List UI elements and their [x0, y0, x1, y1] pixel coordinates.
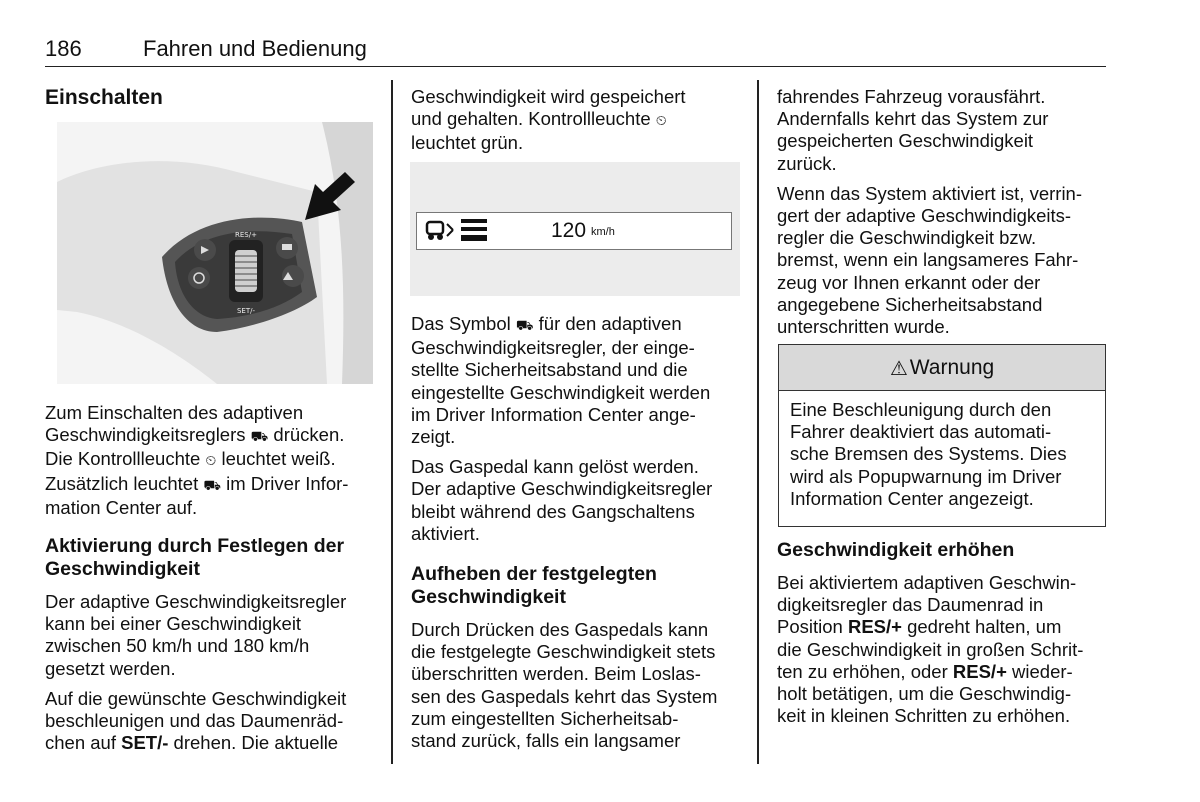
text-line: Fahrer deaktiviert das automati‐: [790, 421, 1052, 443]
text-line: kann bei einer Geschwindigkeit: [45, 613, 302, 635]
adaptive-cruise-icon: ⛟: [250, 429, 269, 446]
warning-title: Warnung: [909, 355, 995, 379]
warning-triangle-icon: ⚠: [889, 355, 908, 380]
text-line: Geschwindigkeitsreglers: [45, 424, 251, 446]
column-divider-2: [757, 80, 759, 764]
thumbwheel: [235, 250, 257, 292]
text-line: im Driver Infor‐: [220, 472, 349, 494]
text-line: bleibt während des Gangschaltens: [411, 500, 695, 522]
driver-information-center-display: [410, 162, 740, 296]
text-line: stand zurück, falls ein langsamer: [411, 730, 681, 752]
subheading-erhoehen: Geschwindigkeit erhöhen: [777, 539, 1015, 561]
text-line: wieder‐: [1006, 660, 1073, 682]
text-line: eingestellte Geschwindigkeit werden: [411, 381, 711, 403]
section-heading-einschalten: Einschalten: [45, 86, 163, 109]
text-line: gedreht halten, um: [901, 616, 1062, 638]
text-line: Das Symbol: [411, 313, 516, 334]
chapter-title: Fahren und Bedienung: [143, 36, 367, 61]
text-line: keit in kleinen Schritten zu erhöhen.: [777, 705, 1071, 727]
column-1: [45, 86, 375, 110]
warning-header: [779, 345, 1105, 391]
text-line: Information Center angezeigt.: [790, 487, 1034, 509]
paragraph-system-active: [777, 183, 1107, 338]
text-line: Der adaptive Geschwindigkeitsregler: [45, 591, 347, 613]
text-line: leuchtet weiß.: [216, 448, 336, 470]
text-line: Position: [777, 616, 848, 638]
subheading-aktivierung: Aktivierung durch Festlegen der Geschwindigkeit: [45, 535, 345, 581]
text-line: chen auf: [45, 732, 122, 754]
text-line: zurück.: [777, 152, 837, 174]
cruise-control-icon: ⏲: [655, 113, 667, 130]
text-line: im Driver Information Center ange‐: [411, 403, 696, 425]
text-line: zeug vor Ihnen erkannt oder der: [777, 271, 1041, 293]
text-line: leuchtet grün.: [411, 132, 524, 154]
display-bar: [416, 212, 732, 250]
text-line: unterschritten wurde.: [777, 316, 950, 338]
text-line: drehen. Die aktuelle: [168, 732, 339, 754]
column-2-top: [411, 86, 746, 163]
text-line: drücken.: [268, 424, 345, 446]
text-line: Geschwindigkeit wird gespeichert: [411, 86, 686, 107]
text-line: zeigt.: [411, 426, 456, 448]
text-line: Eine Beschleunigung durch den: [790, 399, 1052, 420]
set-minus-bold: SET/-: [121, 732, 169, 754]
text-line: und gehalten. Kontrollleuchte: [411, 108, 656, 130]
column-3-bottom: [777, 539, 1107, 735]
text-line: holt betätigen, um die Geschwindig‐: [777, 683, 1072, 705]
text-line: gespeicherten Geschwindigkeit: [777, 130, 1034, 152]
text-line: zwischen 50 km/h und 180 km/h: [45, 635, 310, 657]
text-line: gert der adaptive Geschwindigkeits‐: [777, 205, 1072, 227]
text-line: Bei aktiviertem adaptiven Geschwin‐: [777, 572, 1077, 593]
res-plus-bold: RES/+: [952, 660, 1007, 682]
text-line: gesetzt werden.: [45, 657, 176, 679]
text-line: mation Center auf.: [45, 496, 198, 518]
res-plus-label: RES/+: [235, 231, 257, 239]
paragraph-symbol: [411, 313, 746, 448]
text-line: zum eingestellten Sicherheitsab‐: [411, 707, 679, 729]
text-line: Das Gaspedal kann gelöst werden.: [411, 456, 699, 478]
following-distance-icon: [459, 216, 493, 246]
collision-alert-icon: [282, 265, 304, 287]
paragraph-accelerate: [45, 688, 375, 755]
text-line: die festgelegte Geschwindigkeit stets: [411, 641, 716, 663]
text-line: Wenn das System aktiviert ist, verrin‐: [777, 182, 1082, 204]
adaptive-cruise-icon: ⛟: [515, 318, 534, 334]
text-line: aktiviert.: [411, 522, 480, 544]
text-line: Zusätzlich leuchtet: [45, 472, 204, 494]
cruise-control-icon: ⏲: [205, 453, 217, 470]
text-line: Die Kontrollleuchte: [45, 448, 206, 470]
text-line: ten zu erhöhen, oder: [777, 660, 953, 682]
paragraph-override: [411, 619, 746, 752]
text-line: wird als Popupwarnung im Driver: [790, 465, 1062, 487]
text-line: regler die Geschwindigkeit bzw.: [777, 227, 1037, 249]
set-speed-value: 120: [551, 219, 587, 242]
paragraph-einschalten: [45, 402, 375, 519]
text-line: stellte Sicherheitsabstand und die: [411, 359, 688, 381]
column-2-body: [411, 313, 746, 760]
paragraph-increase: [777, 572, 1107, 727]
page-number: 186: [45, 36, 82, 61]
text-line: Auf die gewünschte Geschwindigkeit: [45, 687, 347, 709]
text-line: Zum Einschalten des adaptiven: [45, 402, 304, 423]
column-1-body: [45, 402, 375, 762]
cruise-icon: [188, 267, 210, 289]
text-line: fahrendes Fahrzeug vorausfährt.: [777, 86, 1046, 107]
text-line: sche Bremsen des Systems. Dies: [790, 443, 1067, 465]
text-line: Der adaptive Geschwindigkeitsregler: [411, 478, 713, 500]
warning-body: [779, 391, 1105, 510]
column-divider-1: [391, 80, 393, 764]
text-line: digkeitsregler das Daumenrad in: [777, 594, 1044, 616]
text-line: Geschwindigkeitsregler, der einge‐: [411, 337, 695, 359]
adaptive-cruise-icon: ⛟: [203, 477, 221, 494]
text-line: Andernfalls kehrt das System zur: [777, 108, 1049, 130]
text-line: für den adaptiven: [533, 313, 682, 334]
text-line: die Geschwindigkeit in großen Schrit‐: [777, 638, 1084, 660]
text-line: bremst, wenn ein langsameres Fahr‐: [777, 249, 1079, 271]
paragraph-gas-pedal: [411, 456, 746, 545]
text-line: angegebene Sicherheitsabstand: [777, 293, 1043, 315]
paragraph-speed-range: [45, 591, 375, 680]
page-header: [45, 36, 1106, 67]
paragraph-speed-saved: [411, 86, 746, 155]
warning-box: [778, 344, 1106, 527]
steering-wheel-illustration: [57, 122, 373, 384]
text-line: Durch Drücken des Gaspedals kann: [411, 619, 709, 641]
text-line: überschritten werden. Beim Loslas‐: [411, 663, 701, 685]
text-line: sen des Gaspedals kehrt das System: [411, 685, 718, 707]
column-3-top: [777, 86, 1107, 346]
paragraph-vehicle-ahead: [777, 86, 1107, 175]
res-plus-bold: RES/+: [847, 616, 902, 638]
set-minus-label: SET/-: [236, 307, 256, 315]
speed-unit: km/h: [591, 226, 615, 238]
text-line: beschleunigen und das Daumenräd‐: [45, 710, 344, 732]
subheading-aufheben: Aufheben der festgelegten Geschwindigkeit: [411, 563, 657, 609]
adaptive-cruise-icon: [423, 216, 463, 246]
